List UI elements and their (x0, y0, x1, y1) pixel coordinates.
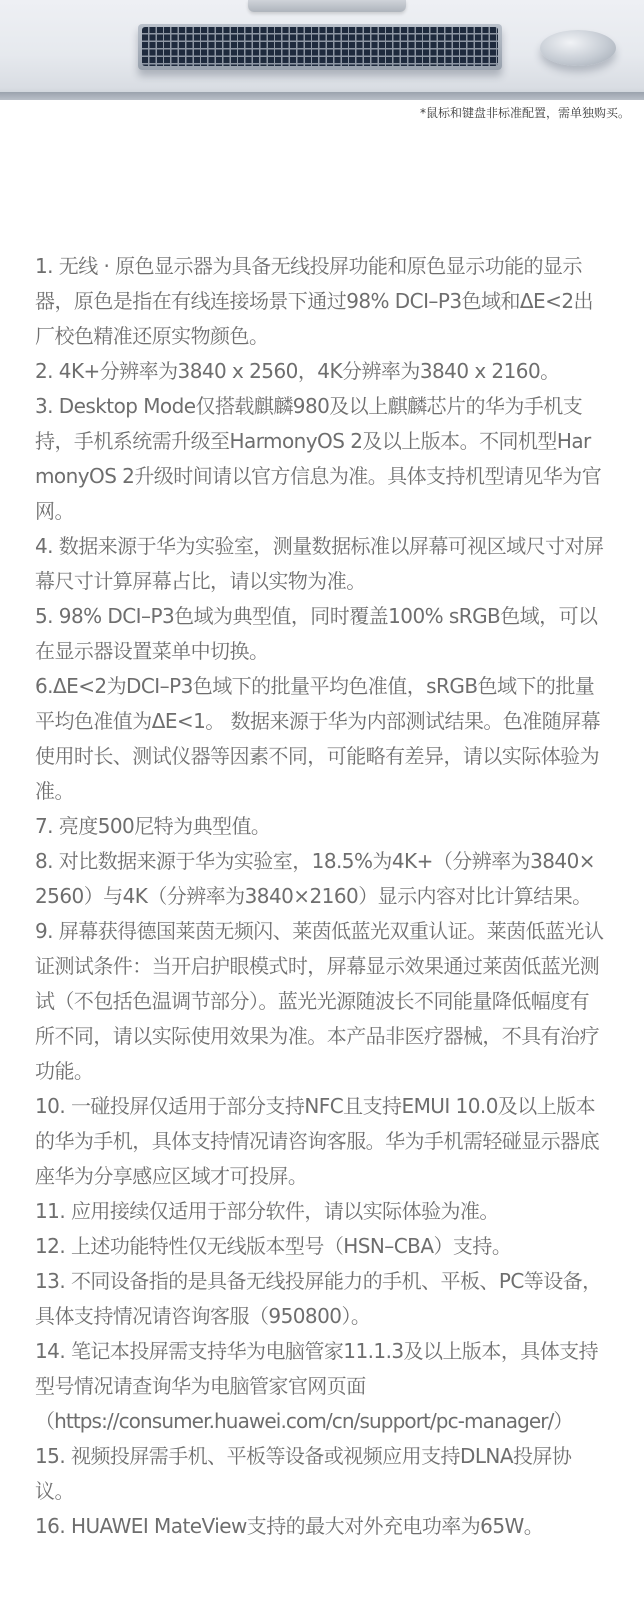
footnote-text: 4. 数据来源于华为实验室，测量数据标准以屏幕可视区域尺寸对屏幕尺寸计算屏幕占比，请以实物为准。 (35, 534, 604, 593)
pc-manager-url: （https://consumer.huawei.com/cn/support/pc-manager/） (35, 1409, 573, 1433)
footnote-text: 6.ΔE<2为DCI–P3色域下的批量平均色准值，sRGB色域下的批量平均色准值为ΔE<1。 数据来源于华为内部测试结果。色准随屏幕使用时长、测试仪器等因素不同，可能略有差异，请以实际体验为准。 (35, 674, 601, 803)
footnote-item (35, 249, 605, 354)
footnote-text: 2. 4K+分辨率为3840 x 2560，4K分辨率为3840 x 2160。 (35, 359, 560, 383)
footnote-item (35, 844, 605, 914)
footnote-item (35, 389, 605, 529)
footnote-text: 7. 亮度500尼特为典型值。 (35, 814, 271, 838)
footnote-item (35, 914, 605, 1089)
footnote-item (35, 1089, 605, 1194)
footnote-item (35, 809, 605, 844)
keyboard-keys (142, 27, 498, 66)
footnote-text: 15. 视频投屏需手机、平板等设备或视频应用支持DLNA投屏协议。 (35, 1444, 572, 1503)
footnote-item (35, 669, 605, 809)
footnote-text: 5. 98% DCI–P3色域为典型值，同时覆盖100% sRGB色域，可以在显示器设置菜单中切换。 (35, 604, 598, 663)
footnote-text: 12. 上述功能特性仅无线版本型号（HSN–CBA）支持。 (35, 1234, 512, 1258)
footnote-item (35, 1229, 605, 1264)
footnote-item (35, 599, 605, 669)
product-photo (0, 0, 644, 100)
footnote-text: 3. Desktop Mode仅搭载麒麟980及以上麒麟芯片的华为手机支持，手机系统需升级至HarmonyOS 2及以上版本。不同机型HarmonyOS 2升级时间请以官方信息为准。具体支持机型请见华为官网。 (35, 394, 602, 523)
footnote-item (35, 529, 605, 599)
keyboard-image (138, 24, 502, 70)
footnote-item (35, 1439, 605, 1509)
monitor-stand-base (248, 0, 406, 12)
footnote-text: 8. 对比数据来源于华为实验室，18.5%为4K+（分辨率为3840×2560）与4K（分辨率为3840×2160）显示内容对比计算结果。 (35, 849, 595, 908)
footnote-list (35, 249, 605, 1544)
footnote-text: 9. 屏幕获得德国莱茵无频闪、莱茵低蓝光双重认证。莱茵低蓝光认证测试条件：当开启护眼模式时，屏幕显示效果通过莱茵低蓝光测试（不包括色温调节部分）。蓝光光源随波长不同能量降低幅度有所不同，请以实际使用效果为准。本产品非医疗器械，不具有治疗功能。 (35, 919, 604, 1083)
footnote-item (35, 1509, 605, 1544)
footnote-text: 14. 笔记本投屏需支持华为电脑管家11.1.3及以上版本，具体支持型号情况请查询华为电脑管家官网页面 (35, 1339, 599, 1398)
footnote-text: 1. 无线 · 原色显示器为具备无线投屏功能和原色显示功能的显示器，原色是指在有线连接场景下通过98% DCI–P3色域和ΔE<2出厂校色精准还原实物颜色。 (35, 254, 593, 348)
footnote-text: 16. HUAWEI MateView支持的最大对外充电功率为65W。 (35, 1514, 544, 1538)
footnote-text: 10. 一碰投屏仅适用于部分支持NFC且支持EMUI 10.0及以上版本的华为手机，具体支持情况请咨询客服。华为手机需轻碰显示器底座华为分享感应区域才可投屏。 (35, 1094, 600, 1188)
mouse-image (540, 30, 616, 66)
footnote-item (35, 354, 605, 389)
footnote-text: 13. 不同设备指的是具备无线投屏能力的手机、平板、PC等设备，具体支持情况请咨询客服（950800）。 (35, 1269, 602, 1328)
footnote-item (35, 1194, 605, 1229)
footnote-text: 11. 应用接续仅适用于部分软件，请以实际体验为准。 (35, 1199, 499, 1223)
footnote-item (35, 1334, 605, 1439)
footnote-item (35, 1264, 605, 1334)
desk-edge (0, 92, 644, 100)
accessory-disclaimer: *鼠标和键盘非标准配置，需单独购买。 (419, 106, 630, 120)
